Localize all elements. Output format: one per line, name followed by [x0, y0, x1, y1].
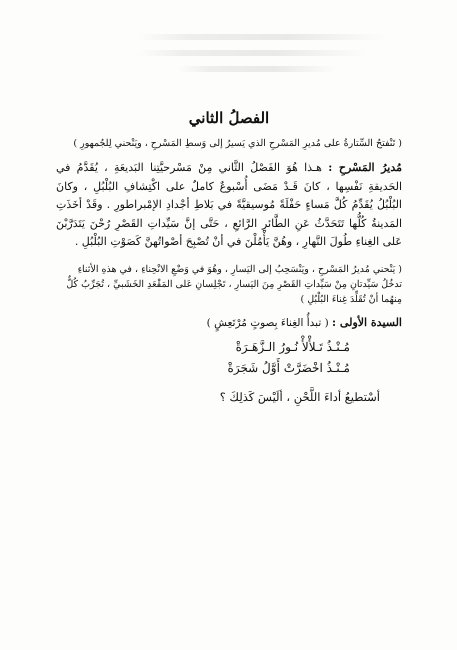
- speech-text: هـذا هُوَ الفَصْلُ الثَّاني مِنْ مَسْرحيَّتِنا البَديعَةِ ، يُقَدَّمُ في الحَديقةِ نَفْسِها ، كانَ قَـدْ مَضَى أُسْبوعٌ كاملٌ على اكْتِشافِ البُلْبُلِ ، وكانَ البُلْبُلُ يُقَدِّمُ كُلَّ مَساءٍ حَفْلَةً مُوسيقيَّةً في بَلاطِ أجْدادِ الإمْبراطورِ . وقَدْ أخَذَتِ المَدينةُ كُلُّها تَتَحَدَّثُ عَنِ الطَّائرِ الرَّائعِ ، حَتَّى إنَّ سَيِّداتِ القَصْرِ رُحْنَ يَتَدَرَّبْنَ عَلى الغِناءِ طُولَ النَّهارِ ، وهُنَّ يَأْمُلْنَ في أنْ تُصْبِحَ أصْواتُهنَّ كَصَوْتِ البُلْبُلِ .: [56, 161, 402, 248]
- speaker-name: مُديرُ المَسْرحِ :: [328, 161, 402, 174]
- verse-line: مُـنْـذُ اخْضَرَّتْ أَوَّلُ شَجَرَةْ: [227, 360, 350, 375]
- opening-stage-direction: ( تَنْفتحُ السِّتارةُ على مُديرِ المَسْرحِ الذي يَسيرُ إلى وَسطِ المَسْرحِ ، ويَنْحني لِلجُمهورِ ): [73, 138, 402, 149]
- stage-manager-speech: [56, 159, 402, 252]
- verse-line: مُـنْـذُ تَـلأْلأْ نُـورُ الـزَّهَـرَةْ: [235, 339, 350, 354]
- bleed-through-line: [177, 66, 337, 72]
- second-stage-direction: ( يَنْحني مُديرُ المَسْرحِ ، ويَنْسَحِبُ إلى اليَسارِ ، وهُوَ في وَضْعِ الانْحِناءِ ، في هذهِ الأثناءِ تدخُلُ سَيِّدتانِ مِنْ سَيِّداتِ القَصْرِ مِنَ اليَسارِ ، تَجْلِسانِ عَلى المَقْعَدِ الخَشَبيِّ ، تُجَرِّبُ كُلٌّ مِنهُما أنْ تُقَلِّدَ غِناءَ البُلْبُلِ ): [66, 263, 402, 305]
- bleed-through-line: [137, 50, 367, 56]
- page-content: [56, 108, 402, 407]
- question-line: أسْتطيعُ أداءَ اللَّحْنِ ، ألَيْسَ كَذلِكَ ؟: [219, 389, 380, 404]
- first-lady-line: [56, 315, 402, 331]
- song-verse: [56, 337, 402, 379]
- speaker-name: السيدة الأولى :: [332, 315, 402, 329]
- bleed-through-line: [137, 34, 387, 40]
- speaker-direction: ( تبدأُ الغِناءَ بِصوتٍ مُرْتَعِشٍ ): [206, 316, 329, 329]
- chapter-title: الفصلُ الثاني: [188, 109, 270, 127]
